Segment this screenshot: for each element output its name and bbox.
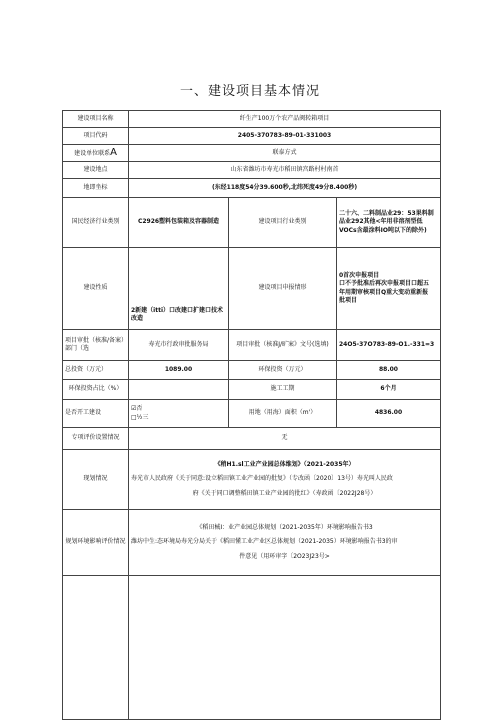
project-category-value xyxy=(337,198,441,248)
env-ratio-value xyxy=(129,380,229,400)
declaration-line: 口不予批准后再次申报项目口超五 xyxy=(339,280,430,288)
planning-eia-line: 潍坊中生:态环境局寿光分局关于《稻田懂工业产业区总体规划（2021-2035）环境影响报告书3的审 xyxy=(131,538,398,546)
declaration-line: 年用期审核项目Q重大变动重新报 xyxy=(339,288,429,296)
approval-dept-label: 项目审批（核准/备案）部门（选 xyxy=(63,330,129,361)
env-investment-label: 环保投资（万元） xyxy=(229,361,337,380)
approval-doc-label: 项目审批（核准J/旷案》文号(选填) xyxy=(229,330,337,361)
industry-value: C2926塑料包装箱及容器制造 xyxy=(129,198,229,248)
project-name-label: 建设项目名称 xyxy=(63,111,129,128)
row-started xyxy=(63,400,441,428)
row-investment xyxy=(63,361,441,380)
contact-label-text: 建设单位联系 xyxy=(74,150,111,158)
nature-value xyxy=(129,248,229,330)
project-info-table xyxy=(62,110,441,720)
row-planning xyxy=(63,450,441,510)
contact-value: 联泰方式 xyxy=(129,145,441,162)
started-label: 是否开工建设 xyxy=(63,400,129,428)
location-value: 山东省潍坊市寿光市稻田镇宫路村村南首 xyxy=(129,162,441,179)
special-eval-value: 无 xyxy=(129,428,441,450)
project-category-line: VOCs含最涂料IO吨以下的除外) xyxy=(339,226,427,234)
investment-label: 总投资（万元） xyxy=(63,361,129,380)
row-blank xyxy=(63,576,441,720)
row-coordinates xyxy=(63,179,441,198)
construction-period-value: 6个月 xyxy=(337,380,441,400)
planning-eia-label: 规划环境影响评价情况 xyxy=(63,510,129,576)
industry-label: 国民经济行业类别 xyxy=(63,198,129,248)
nature-value-line: 2新建（itti）口改建口扩建口技术 xyxy=(131,306,224,314)
planning-line: 《稍H1.sl工业产业园总体维划》（2021-2035年） xyxy=(214,461,355,469)
row-approval xyxy=(63,330,441,361)
special-eval-label: 专项评价设置情况 xyxy=(63,428,129,450)
land-area-value: 4836.00 xyxy=(337,400,441,428)
declaration-line: 批项目 xyxy=(339,296,358,304)
row-env-ratio xyxy=(63,380,441,400)
row-project-code xyxy=(63,128,441,145)
planning-eia-line: 《稻田械I：业产业园总体规划（2021-2035年）环境影响报告书3 xyxy=(196,524,373,532)
planning-eia-value xyxy=(129,510,441,576)
declaration-value xyxy=(337,248,441,330)
location-label: 建设地点 xyxy=(63,162,129,179)
planning-eia-line: 件意见（用环审字〔2O23J23号> xyxy=(239,552,330,560)
row-location xyxy=(63,162,441,179)
blank-cell xyxy=(129,576,441,720)
declaration-label: 建设项目申报情形 xyxy=(229,248,337,330)
row-planning-eia xyxy=(63,510,441,576)
blank-cell xyxy=(63,576,129,720)
row-special-eval xyxy=(63,428,441,450)
planning-label: 现划情况 xyxy=(63,450,129,510)
contact-label xyxy=(63,145,129,162)
approval-dept-value: 寿光市行政审批服务局 xyxy=(129,330,229,361)
row-contact xyxy=(63,145,441,162)
project-code-label: 项目代码 xyxy=(63,128,129,145)
started-option-no[interactable]: ☑否 xyxy=(131,405,143,413)
row-project-name xyxy=(63,111,441,128)
project-code-value: 2405-370783-89-01-331003 xyxy=(129,128,441,145)
row-nature xyxy=(63,248,441,330)
approval-doc-value: 24O5-37O783-89-O1.-331=3 xyxy=(337,330,441,361)
investment-value: 1089.00 xyxy=(129,361,229,380)
planning-line: 府《关于同口调整稻田镇工业产业园的批红》（寿政函〔2022J28号） xyxy=(192,489,377,497)
construction-period-label: 施工工期 xyxy=(229,380,337,400)
project-name-value: 纤生产100万个农产品阀转箱项目 xyxy=(129,111,441,128)
env-investment-value: 88.00 xyxy=(337,361,441,380)
nature-label: 建设性质 xyxy=(63,248,129,330)
contact-label-suffix: A xyxy=(110,147,117,159)
started-options xyxy=(129,400,229,428)
row-industry xyxy=(63,198,441,248)
project-category-line: 品业292其他<年用非溶剂型低 xyxy=(339,218,423,226)
project-category-label: 建设项目行业类别 xyxy=(229,198,337,248)
nature-value-line: 改造 xyxy=(131,314,144,322)
planning-line: 寿光市人民政府《关于同意:设立稻田镇工业产业园的批复》（专改函〔2020〕13号）寿光叫人民政 xyxy=(131,475,393,483)
coordinates-label: 地即坐标 xyxy=(63,179,129,198)
page-title: 一、建设项目基本情况 xyxy=(179,84,320,99)
project-category-line: 二十六、二料制品业29：53果料制 xyxy=(339,210,434,218)
env-ratio-label: 环保投资占比（%） xyxy=(63,380,129,400)
planning-value xyxy=(129,450,441,510)
started-option-yes[interactable]: □½三 xyxy=(131,413,149,421)
coordinates-value: (东经118度54分39.600秒,北纬死度49分8.400秒) xyxy=(129,179,441,198)
declaration-line: 0首次申报项目 xyxy=(339,272,380,280)
land-area-label: 用地（用海）面积（m'） xyxy=(229,400,337,428)
